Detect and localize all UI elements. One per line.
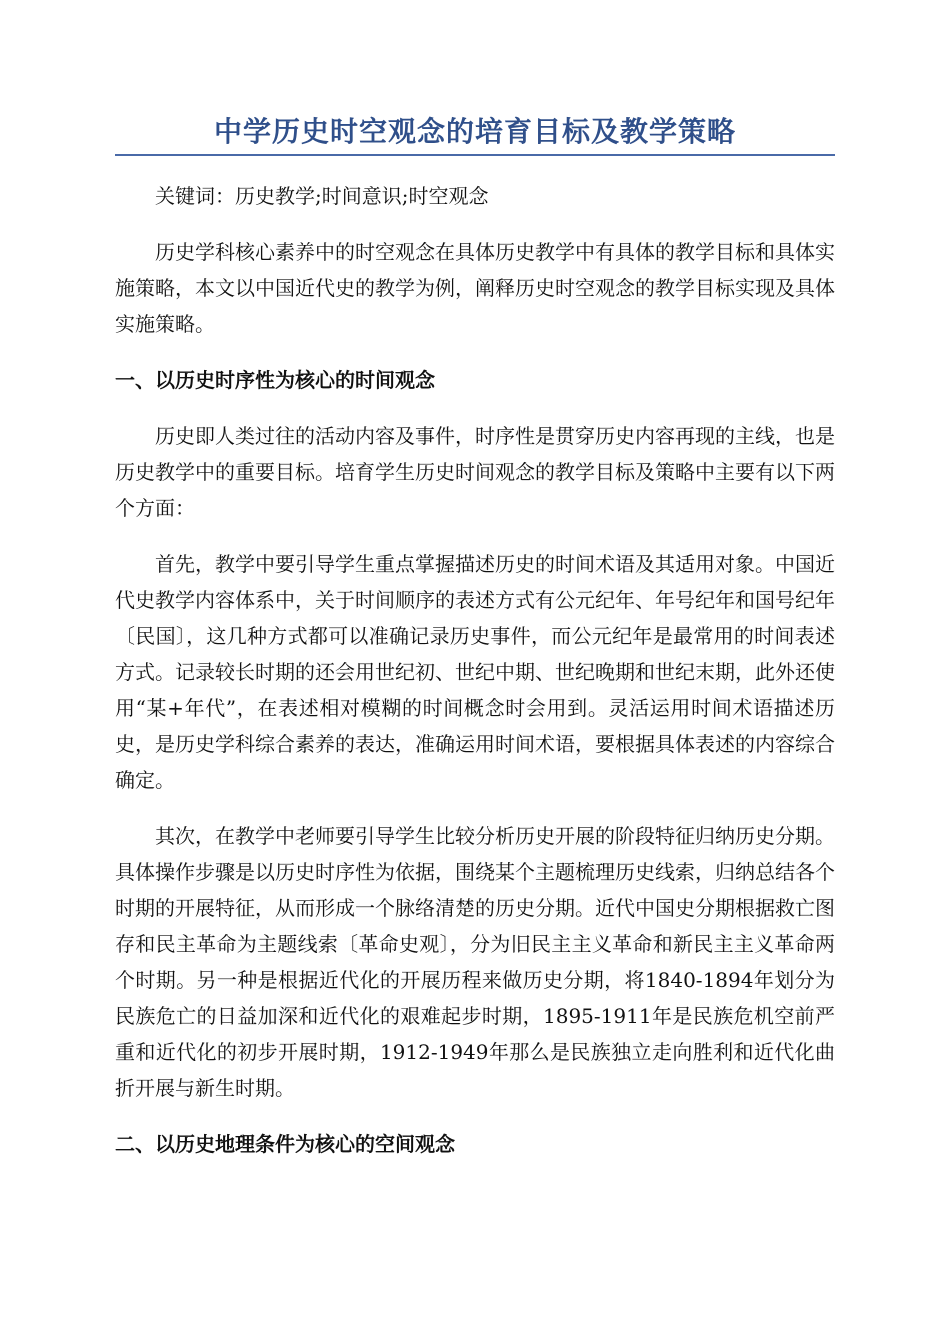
section-1-heading: 一、以历史时序性为核心的时间观念 [115, 368, 435, 392]
document-title: 中学历史时空观念的培育目标及教学策略 [115, 110, 835, 156]
section-1-paragraph-3: 其次，在教学中老师要引导学生比较分析历史开展的阶段特征归纳历史分期。具体操作步骤是以历史时序性为依据，围绕某个主题梳理历史线索，归纳总结各个时期的开展特征，从而形成一个脉络清楚的历史分期。近代中国史分期根据救亡图存和民主革命为主题线索〔革命史观〕，分为旧民主主义革命和新民主主义革命两个时期。另一种是根据近代化的开展历程来做历史分期，将1840-1894年划分为民族危亡的日益加深和近代化的艰难起步时期，1895-1911年是民族危机空前严重和近代化的初步开展时期，1912-1949年那么是民族独立走向胜利和近代化曲折开展与新生时期。 [115, 824, 835, 1100]
intro-paragraph: 历史学科核心素养中的时空观念在具体历史教学中有具体的教学目标和具体实施策略，本文以中国近代史的教学为例，阐释历史时空观念的教学目标实现及具体实施策略。 [115, 240, 835, 336]
keywords-line: 关键词：历史教学;时间意识;时空观念 [155, 184, 489, 208]
section-1-paragraph-2: 首先，教学中要引导学生重点掌握描述历史的时间术语及其适用对象。中国近代史教学内容体系中，关于时间顺序的表述方式有公元纪年、年号纪年和国号纪年〔民国〕，这几种方式都可以准确记录历史事件，而公元纪年是最常用的时间表述方式。记录较长时期的还会用世纪初、世纪中期、世纪晚期和世纪末期，此外还使用“某+年代”，在表述相对模糊的时间概念时会用到。灵活运用时间术语描述历史，是历史学科综合素养的表达，准确运用时间术语，要根据具体表述的内容综合确定。 [115, 552, 835, 792]
section-2-heading: 二、以历史地理条件为核心的空间观念 [115, 1132, 455, 1156]
document-page [115, 110, 835, 1162]
section-1-paragraph-1: 历史即人类过往的活动内容及事件，时序性是贯穿历史内容再现的主线，也是历史教学中的重要目标。培育学生历史时间观念的教学目标及策略中主要有以下两个方面： [115, 424, 835, 520]
